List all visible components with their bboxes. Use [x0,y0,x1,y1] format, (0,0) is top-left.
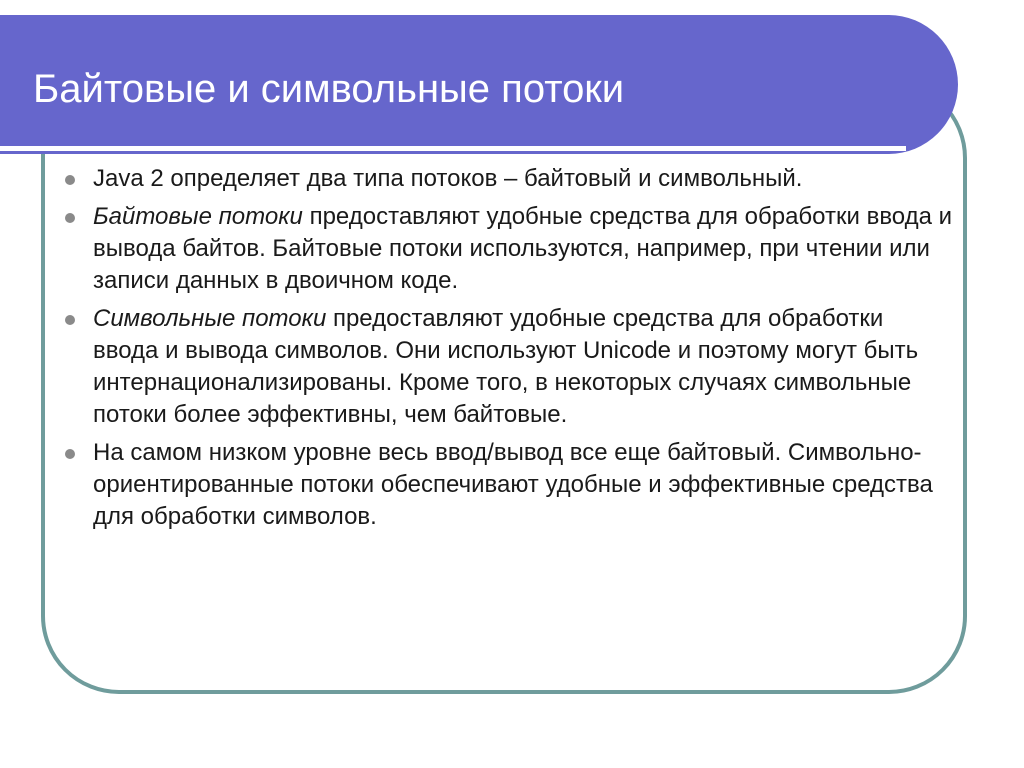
bullet-list [64,163,954,539]
slide-title: Байтовые и символьные потоки [33,67,625,111]
bullet-text: предоставляют удобные средства для обработки ввода и вывода символов. Они используют Unicode и поэтому могут быть интернационализированы. Кроме того, в некоторых случаях символьные потоки более эффективны, чем байтовые. [93,305,919,428]
bullet-item [64,201,954,297]
bullet-dot-icon [65,449,75,459]
bullet-dot-icon [65,175,75,185]
bullet-emphasis: Байтовые потоки [93,203,303,230]
bullet-text: предоставляют удобные средства для обработки ввода и вывода байтов. Байтовые потоки используются, например, при чтении или записи данных в двоичном коде. [93,203,953,294]
bullet-text: Java 2 определяет два типа потоков – байтовый и символьный. [93,165,803,192]
title-underline [0,146,906,151]
title-bar [0,15,958,154]
bullet-item [64,303,954,431]
bullet-dot-icon [65,213,75,223]
bullet-item [64,163,954,195]
bullet-dot-icon [65,315,75,325]
bullet-emphasis: Символьные потоки [93,305,327,332]
bullet-item [64,437,954,533]
bullet-text: На самом низком уровне весь ввод/вывод все еще байтовый. Символьно-ориентированные потоки обеспечивают удобные и эффективные средства для обработки символов. [93,439,933,530]
